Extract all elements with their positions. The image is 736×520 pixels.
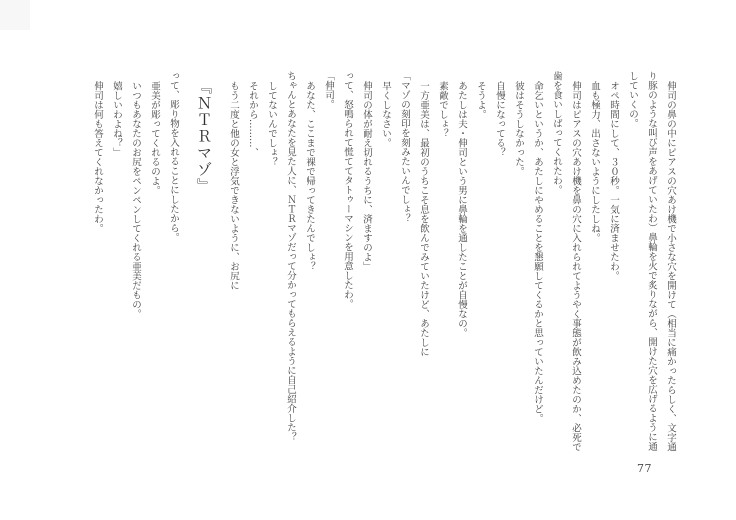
text-line: 伸司の鼻の中にピアスの穴あけ機で小さな穴を開けて（相当に痛かったらしく、文字通り豚のような叫び声をあげていたわ）鼻輪を火で炙りながら、開けた穴を広げるように通していくの。 (627, 71, 676, 451)
text-line: 早くしなさい。 (380, 80, 391, 147)
text-line: あなた、ここまで裸で帰ってきたんでしょ？ (304, 80, 315, 271)
text-line: もう二度と他の女と浮気できないように、お尻に (228, 80, 239, 290)
text-line: 伸司は何も答えてくれなかったわ。 (92, 80, 103, 233)
text-line: いつもあなたのお尻をペンペンしてくれる亜美だもの。 (130, 80, 141, 318)
text-block (88, 71, 680, 454)
text-line: してないんでしょ？ (266, 80, 277, 166)
text-line: 伸司はピアスの穴あけ機を鼻の穴に入れられてようやく事態が飲み込めたのか、必死で歯を食いしばってくれたわ。 (551, 71, 581, 451)
text-line: 自慢になってる？ (494, 80, 505, 157)
book-title: 『ＮＴＲマゾ』 (195, 79, 213, 195)
text-line: 命乞いというか、あたしにやめることを懇願してくるかと思っていたんだけど。 (532, 80, 543, 423)
text-line: 一方亜美は、最初のうちこそ息を飲んでみていたけど、あたしに (418, 80, 429, 356)
text-line: それから………、 (247, 80, 258, 157)
corner-shade (0, 0, 30, 30)
text-line: 彼はそうしなかった。 (513, 80, 524, 176)
text-line: 嬉しいわよね？」 (111, 80, 122, 157)
text-line: 素敵でしょ？ (437, 80, 448, 138)
text-line: 亜美が彫ってくれるのよ。 (149, 80, 160, 195)
text-line: 伸司の体が耐え切れるうちに、済ますのよ」 (361, 80, 372, 271)
page-number: 77 (637, 462, 652, 475)
text-line: ちゃんとあなたを見た人に、ＮＴＲマゾだって分かってもらえるように自己紹介した？ (285, 71, 296, 442)
text-line: そうよ。 (475, 80, 486, 119)
text-line: 血も極力、出さないようにしたしね。 (589, 80, 600, 242)
text-line: って、彫り物を入れることにしたから。 (168, 71, 179, 242)
text-line: って、怒鳴られて慌ててタトゥーマシンを用意したわ。 (342, 71, 353, 309)
text-line: あたしは夫・伸司という男に鼻輪を通したことが自慢なの。 (456, 80, 467, 337)
text-line: オペ時間にして、３０秒。一気に済ませたわ。 (608, 80, 619, 280)
text-line: 「マゾの刻印を刻みたいんでしょ？ (399, 71, 410, 223)
text-line: 「伸司。 (323, 71, 334, 109)
